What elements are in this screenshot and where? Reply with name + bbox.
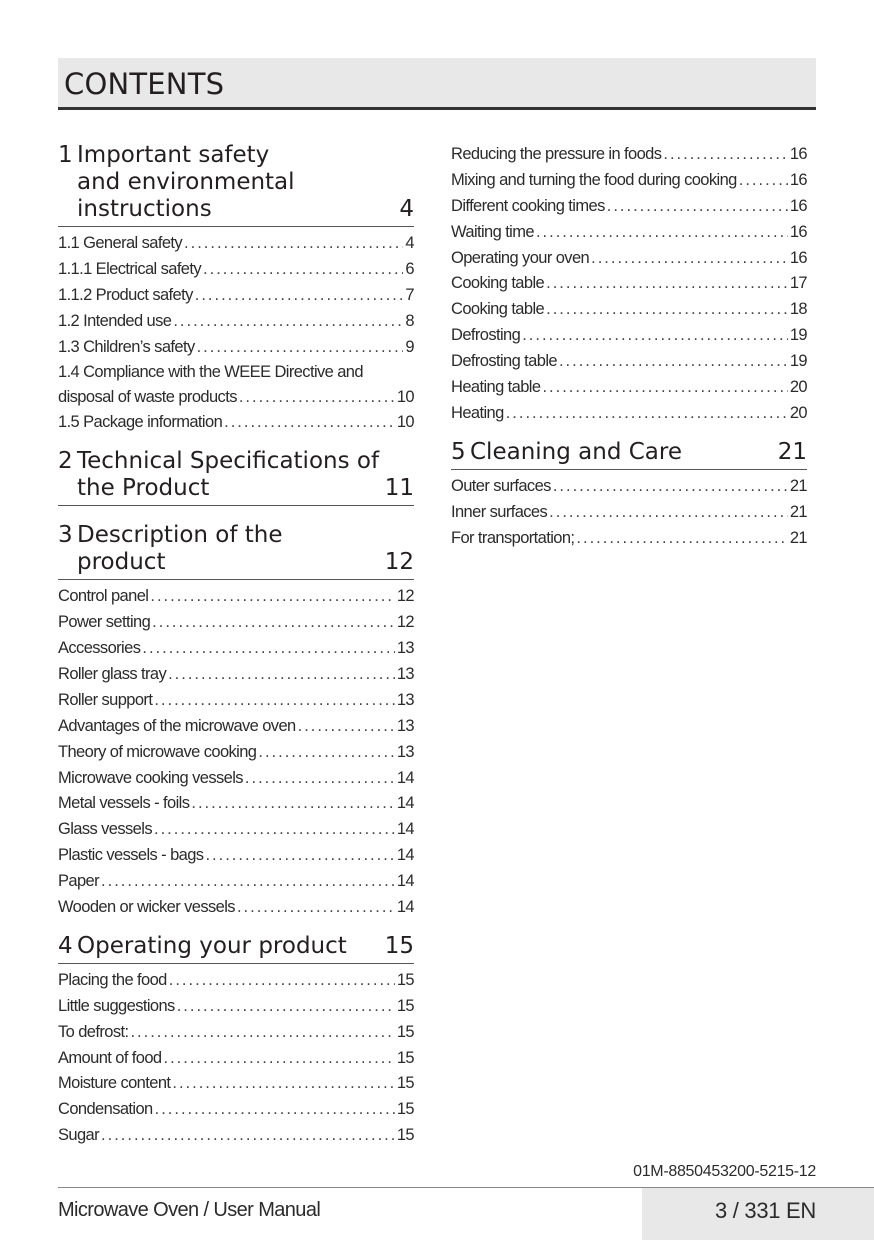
toc-entry[interactable]	[58, 1097, 414, 1123]
toc-entry-page: 21	[789, 476, 807, 495]
section-title-line: Description of the	[77, 522, 283, 549]
toc-entry-page: 14	[396, 820, 414, 839]
toc-entry[interactable]	[58, 791, 414, 817]
toc-entry[interactable]	[58, 1123, 414, 1149]
section-heading-line	[58, 475, 414, 502]
toc-entry-label: Defrosting	[451, 326, 521, 345]
toc-entry-page: 16	[789, 170, 807, 189]
dot-leader	[739, 168, 788, 194]
dot-leader	[536, 220, 788, 246]
section-heading[interactable]	[451, 439, 807, 470]
toc-entry[interactable]	[58, 869, 414, 895]
toc-entry[interactable]	[451, 349, 807, 375]
toc-entry-page: 10	[396, 413, 414, 432]
toc-entry[interactable]	[58, 231, 414, 257]
section-heading-line	[451, 439, 807, 466]
dot-leader	[663, 142, 787, 168]
toc-entry-label: Metal vessels - foils	[58, 794, 190, 813]
toc-entry-label: Cooking table	[451, 274, 545, 293]
section-title-line: and environmental	[77, 169, 295, 195]
toc-entry[interactable]	[58, 968, 414, 994]
toc-entry[interactable]	[58, 662, 414, 688]
section-heading[interactable]	[58, 448, 414, 506]
dot-leader	[205, 843, 394, 869]
toc-entry-page: 19	[789, 352, 807, 371]
section-number: 4	[58, 932, 73, 959]
dot-leader	[546, 297, 788, 323]
section-heading-line	[58, 169, 414, 196]
section-title-line: Technical Specifications of	[77, 448, 380, 475]
toc-entry[interactable]	[58, 335, 414, 361]
dot-leader	[607, 194, 788, 220]
toc-entry-label-line2: disposal of waste products	[58, 388, 237, 407]
toc-entry-page: 16	[789, 145, 807, 163]
toc-entry-page: 14	[396, 794, 414, 813]
toc-entry[interactable]	[58, 1046, 414, 1072]
toc-entry[interactable]	[451, 474, 807, 500]
toc-entry-label: Microwave cooking vessels	[58, 768, 243, 787]
section-title-line: product	[77, 549, 166, 576]
toc-entry[interactable]	[58, 636, 414, 662]
footer-page-number: 3 / 331 EN	[715, 1198, 816, 1223]
toc-entry-label: Roller support	[58, 690, 153, 709]
toc-entry-label: 1.3 Children’s safety	[58, 337, 195, 356]
toc-entry-label: Advantages of the microwave oven	[58, 716, 296, 735]
dot-leader	[169, 968, 395, 994]
toc-entry-label: 1.1 General safety	[58, 234, 183, 252]
toc-entry-page: 4	[405, 234, 414, 252]
toc-entry-page: 16	[789, 222, 807, 241]
toc-entry[interactable]	[58, 283, 414, 309]
section-heading-text	[58, 142, 269, 169]
section-page-number: 12	[384, 549, 414, 576]
dot-leader	[591, 246, 788, 272]
toc-entry[interactable]	[451, 220, 807, 246]
toc-entry-label: Heating table	[451, 378, 541, 397]
page-title: CONTENTS	[64, 67, 225, 101]
toc-entry-page: 15	[396, 996, 414, 1015]
section-page-number: 4	[399, 196, 414, 222]
dot-leader	[239, 385, 395, 410]
section-page-number: 15	[384, 932, 414, 959]
section-heading-text	[58, 933, 347, 960]
dot-leader	[576, 526, 787, 552]
dot-leader	[191, 791, 394, 817]
section-heading-line	[58, 196, 414, 223]
toc-entry[interactable]	[451, 500, 807, 526]
toc-entry-label: 1.5 Package information	[58, 413, 223, 432]
toc-entry-page: 13	[396, 716, 414, 735]
dot-leader	[101, 1123, 395, 1149]
toc-entry[interactable]	[451, 271, 807, 297]
toc-entry-label: 1.2 Intended use	[58, 311, 172, 330]
contents-title-bar	[58, 58, 816, 110]
toc-entry-label: Theory of microwave cooking	[58, 742, 257, 761]
section-title-line: Operating your product	[77, 932, 347, 959]
toc-entry-label: 1.1.2 Product safety	[58, 285, 193, 304]
toc-left-column	[58, 142, 414, 1149]
toc-entry-page: 13	[396, 742, 414, 761]
section-gap	[58, 436, 414, 448]
dot-leader	[546, 271, 788, 297]
toc-entry-page: 10	[396, 388, 414, 407]
toc-entry[interactable]	[58, 895, 414, 921]
toc-entry-page: 6	[405, 259, 414, 278]
section-gap	[451, 427, 807, 439]
toc-entry-page: 13	[396, 690, 414, 709]
section-number: 1	[58, 142, 73, 168]
toc-entry-label: Moisture content	[58, 1074, 171, 1093]
toc-entry-label: For transportation;	[451, 528, 575, 547]
toc-entry[interactable]	[58, 1071, 414, 1097]
toc-entry[interactable]	[58, 740, 414, 766]
toc-entry[interactable]	[58, 309, 414, 335]
toc-entry-page: 20	[789, 378, 807, 397]
toc-entry[interactable]	[58, 817, 414, 843]
toc-entry-label: Outer surfaces	[451, 476, 551, 495]
footer-manual-title: Microwave Oven / User Manual	[58, 1199, 321, 1221]
toc-entry[interactable]	[58, 610, 414, 636]
dot-leader	[150, 584, 394, 610]
section-gap	[58, 510, 414, 522]
section-heading-text	[58, 448, 379, 475]
toc-entry-page: 12	[396, 613, 414, 632]
toc-entry-label: Power setting	[58, 613, 151, 632]
dot-leader	[553, 474, 788, 500]
dot-leader	[101, 869, 395, 895]
toc-entry[interactable]	[451, 142, 807, 168]
dot-leader	[237, 895, 395, 921]
dot-leader	[522, 323, 788, 349]
dot-leader	[195, 283, 404, 309]
toc-entry-label: Roller glass tray	[58, 665, 167, 684]
toc-entry-page: 19	[789, 326, 807, 345]
toc-entry[interactable]	[451, 526, 807, 552]
dot-leader	[155, 1097, 395, 1123]
toc-entry-label: To defrost:	[58, 1022, 129, 1041]
dot-leader	[197, 335, 404, 361]
section-heading-line	[58, 549, 414, 576]
section-heading-line	[58, 448, 414, 475]
toc-entry-page: 14	[396, 846, 414, 865]
toc-entry[interactable]	[58, 714, 414, 740]
toc-entry[interactable]	[58, 994, 414, 1020]
dot-leader	[298, 714, 395, 740]
section-heading[interactable]	[58, 522, 414, 580]
toc-entry[interactable]	[451, 297, 807, 323]
toc-entry-label: Reducing the pressure in foods	[451, 145, 662, 163]
toc-entry[interactable]	[58, 410, 414, 436]
toc-entry-page: 8	[405, 311, 414, 330]
dot-leader	[173, 309, 403, 335]
section-title-line: Cleaning and Care	[470, 438, 682, 465]
dot-leader	[203, 257, 403, 283]
toc-entry[interactable]	[58, 843, 414, 869]
toc-entry-label: Defrosting table	[451, 352, 557, 371]
toc-entry-page: 14	[396, 872, 414, 891]
toc-entry-page: 9	[405, 337, 414, 356]
toc-entry-label: Glass vessels	[58, 820, 152, 839]
toc-entry[interactable]	[58, 257, 414, 283]
toc-entry-label: Amount of food	[58, 1048, 162, 1067]
section-title-line: the Product	[77, 475, 210, 502]
toc-entry-page: 21	[789, 528, 807, 547]
toc-entry[interactable]	[58, 360, 414, 410]
toc-entry-page: 15	[396, 1100, 414, 1119]
section-heading[interactable]	[58, 142, 414, 227]
toc-entry-page: 16	[789, 248, 807, 267]
section-heading-text	[451, 439, 682, 466]
toc-entry-label: Waiting time	[451, 222, 534, 241]
toc-entry-label: Wooden or wicker vessels	[58, 898, 235, 917]
section-heading[interactable]	[58, 933, 414, 964]
toc-entry-label: Cooking table	[451, 300, 545, 319]
dot-leader	[177, 994, 395, 1020]
toc-entry-label: Inner surfaces	[451, 502, 548, 521]
section-heading-text	[58, 196, 212, 223]
toc-entry-label: Condensation	[58, 1100, 153, 1119]
footer-divider	[58, 1187, 874, 1188]
section-title-line: instructions	[77, 196, 212, 222]
toc-entry[interactable]	[58, 1020, 414, 1046]
toc-entry-label: Operating your oven	[451, 248, 590, 267]
dot-leader	[168, 662, 395, 688]
section-number: 2	[58, 448, 73, 475]
section-number: 3	[58, 522, 73, 549]
toc-entry-page: 15	[396, 1074, 414, 1093]
toc-entry[interactable]	[58, 766, 414, 792]
toc-entry-page: 14	[396, 898, 414, 917]
section-heading-text	[58, 522, 283, 549]
toc-entry-label: Plastic vessels - bags	[58, 846, 204, 865]
dot-leader	[506, 401, 788, 427]
document-code: 01M-8850453200-5215-12	[633, 1163, 816, 1180]
toc-entry[interactable]	[451, 246, 807, 272]
section-heading-text	[58, 549, 165, 576]
toc-entry-page: 13	[396, 639, 414, 658]
toc-entry-page: 15	[396, 1048, 414, 1067]
toc-entry-page: 18	[789, 300, 807, 319]
dot-leader	[224, 410, 395, 436]
toc-entry-label: Different cooking times	[451, 196, 605, 215]
section-heading-line	[58, 522, 414, 549]
toc-entry-line2	[58, 385, 414, 410]
toc-entry-label: Sugar	[58, 1126, 100, 1145]
toc-entry[interactable]	[451, 194, 807, 220]
toc-entry[interactable]	[451, 375, 807, 401]
section-page-number: 11	[384, 475, 414, 502]
dot-leader	[142, 636, 394, 662]
toc-entry-label-line1: 1.4 Compliance with the WEEE Directive and	[58, 363, 363, 382]
dot-leader	[245, 766, 395, 792]
toc-entry-page: 7	[405, 285, 414, 304]
section-heading-line	[58, 933, 414, 960]
section-page-number: 21	[777, 438, 807, 465]
toc-entry-page: 15	[396, 1126, 414, 1145]
section-title-line: Important safety	[77, 142, 270, 168]
dot-leader	[542, 375, 787, 401]
toc-entry-label: Heating	[451, 403, 504, 422]
section-gap	[58, 921, 414, 933]
toc-entry[interactable]	[451, 401, 807, 427]
section-heading-text	[58, 475, 209, 502]
toc-entry-label: Accessories	[58, 639, 141, 658]
dot-leader	[172, 1071, 394, 1097]
toc-entry[interactable]	[58, 688, 414, 714]
dot-leader	[184, 231, 403, 257]
toc-entry-page: 14	[396, 768, 414, 787]
dot-leader	[152, 610, 395, 636]
section-heading-line	[58, 142, 414, 169]
dot-leader	[164, 1046, 395, 1072]
section-number: 5	[451, 438, 466, 465]
toc-entry-page: 12	[396, 587, 414, 606]
dot-leader	[154, 688, 395, 714]
toc-entry-label: Placing the food	[58, 970, 167, 989]
section-heading-text	[58, 169, 295, 196]
toc-entry-page: 13	[396, 665, 414, 684]
dot-leader	[549, 500, 788, 526]
dot-leader	[154, 817, 395, 843]
toc-entry-page: 21	[789, 502, 807, 521]
toc-entry-label: Little suggestions	[58, 996, 175, 1015]
dot-leader	[258, 740, 394, 766]
dot-leader	[130, 1020, 394, 1046]
toc-entry-page: 15	[396, 970, 414, 989]
toc-right-column	[451, 142, 807, 551]
toc-entry-label: Paper	[58, 872, 100, 891]
toc-entry-label: Control panel	[58, 587, 149, 606]
toc-entry-label: Mixing and turning the food during cooking	[451, 170, 737, 189]
toc-entry-page: 15	[396, 1022, 414, 1041]
dot-leader	[559, 349, 788, 375]
toc-entry-page: 16	[789, 196, 807, 215]
toc-entry-label: 1.1.1 Electrical safety	[58, 259, 202, 278]
toc-entry[interactable]	[451, 323, 807, 349]
toc-entry[interactable]	[451, 168, 807, 194]
toc-entry-page: 17	[789, 274, 807, 293]
toc-entry[interactable]	[58, 584, 414, 610]
toc-entry-page: 20	[789, 403, 807, 422]
